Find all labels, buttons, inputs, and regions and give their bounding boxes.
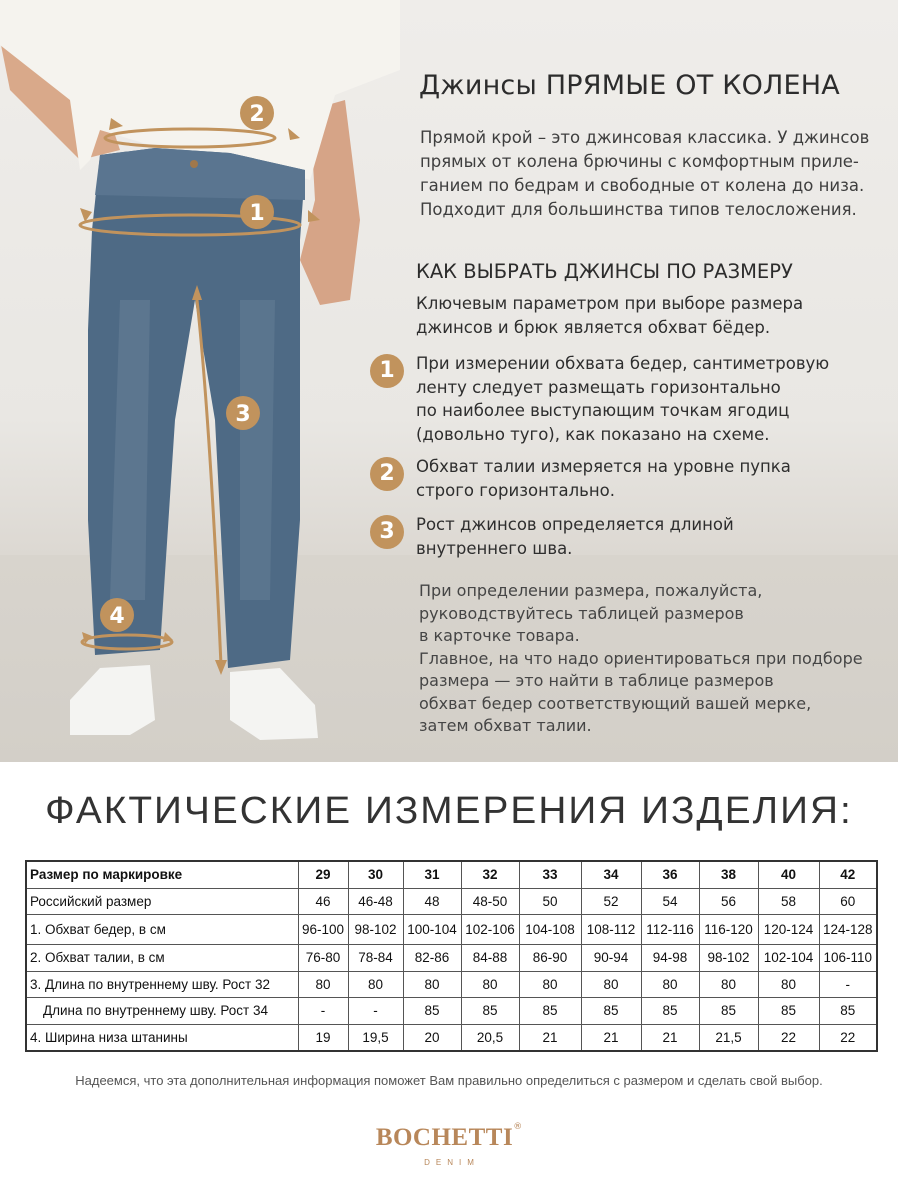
table-cell: 80: [581, 971, 641, 998]
size-table: [25, 860, 878, 1052]
table-cell: 86-90: [519, 945, 581, 972]
svg-text:1: 1: [249, 201, 265, 226]
table-cell: 80: [461, 971, 519, 998]
header-cell: 30: [348, 861, 403, 888]
table-cell: 60: [819, 888, 877, 915]
header-cell: 42: [819, 861, 877, 888]
header-cell: Размер по маркировке: [26, 861, 298, 888]
how-to-choose-lead: [416, 292, 886, 339]
note-line: размера — это найти в таблице размеров: [419, 671, 774, 690]
table-cell: -: [348, 998, 403, 1025]
svg-text:2: 2: [249, 102, 265, 127]
step-line: (довольно туго), как показано на схеме.: [416, 424, 770, 444]
row-label: Длина по внутреннему шву. Рост 34: [26, 998, 298, 1025]
table-cell: -: [819, 971, 877, 998]
table-cell: 85: [403, 998, 461, 1025]
step-number-badge: 2: [370, 457, 404, 491]
note-line: затем обхват талии.: [419, 716, 592, 735]
table-cell: 21: [519, 1024, 581, 1051]
note-line: обхват бедер соответствующий вашей мерке,: [419, 693, 812, 713]
table-cell: 80: [298, 971, 348, 998]
step-line: Обхват талии измеряется на уровне пупка: [416, 457, 791, 476]
header-cell: 32: [461, 861, 519, 888]
table-cell: 19,5: [348, 1024, 403, 1051]
header-cell: 31: [403, 861, 461, 888]
header-cell: 34: [581, 861, 641, 888]
note-line: При определении размера, пожалуйста,: [419, 581, 763, 600]
table-cell: 85: [819, 998, 877, 1025]
size-selection-note: [419, 580, 889, 738]
table-cell: 21: [581, 1024, 641, 1051]
table-cell: 96-100: [298, 915, 348, 945]
table-cell: 85: [461, 998, 519, 1025]
table-cell: 124-128: [819, 915, 877, 945]
table-row: [26, 971, 877, 998]
table-cell: 20: [403, 1024, 461, 1051]
table-cell: 56: [699, 888, 758, 915]
header-cell: 40: [758, 861, 819, 888]
table-cell: 85: [699, 998, 758, 1025]
product-description: [420, 126, 890, 222]
table-cell: 85: [581, 998, 641, 1025]
table-cell: 85: [519, 998, 581, 1025]
table-cell: 80: [699, 971, 758, 998]
table-cell: 80: [348, 971, 403, 998]
table-cell: 98-102: [699, 945, 758, 972]
header-cell: 36: [641, 861, 699, 888]
table-cell: 82-86: [403, 945, 461, 972]
table-cell: 108-112: [581, 915, 641, 945]
row-label: 3. Длина по внутреннему шву. Рост 32: [26, 971, 298, 998]
table-cell: 46: [298, 888, 348, 915]
table-cell: 48: [403, 888, 461, 915]
table-cell: 76-80: [298, 945, 348, 972]
step-line: по наиболее выступающим точкам ягодиц: [416, 401, 790, 420]
table-cell: 80: [519, 971, 581, 998]
step-line: Рост джинсов определяется длиной: [416, 515, 734, 534]
table-cell: 22: [758, 1024, 819, 1051]
table-row: [26, 915, 877, 945]
closing-note: Надеемся, что эта дополнительная информация поможет Вам правильно определиться с размером и сделать свой выбор.: [75, 1073, 823, 1088]
table-cell: 48-50: [461, 888, 519, 915]
table-cell: 78-84: [348, 945, 403, 972]
description-line: ганием по бедрам и свободные от колена до низа.: [420, 176, 865, 195]
table-cell: 80: [641, 971, 699, 998]
row-label: Российский размер: [26, 888, 298, 915]
table-cell: 21,5: [699, 1024, 758, 1051]
table-cell: 104-108: [519, 915, 581, 945]
step-line: строго горизонтально.: [416, 480, 615, 500]
table-cell: 54: [641, 888, 699, 915]
table-cell: 85: [758, 998, 819, 1025]
header-cell: 38: [699, 861, 758, 888]
product-title: Джинсы ПРЯМЫЕ ОТ КОЛЕНА: [419, 70, 840, 101]
note-line: руководствуйтесь таблицей размеров: [419, 603, 744, 623]
table-cell: 84-88: [461, 945, 519, 972]
table-cell: 120-124: [758, 915, 819, 945]
table-cell: 80: [758, 971, 819, 998]
model-photo: [0, 0, 400, 762]
table-cell: 52: [581, 888, 641, 915]
table-cell: 102-106: [461, 915, 519, 945]
lead-line: Ключевым параметром при выборе размера: [416, 294, 804, 313]
table-cell: 80: [403, 971, 461, 998]
how-to-choose-title: КАК ВЫБРАТЬ ДЖИНСЫ ПО РАЗМЕРУ: [416, 260, 793, 283]
table-cell: 100-104: [403, 915, 461, 945]
table-cell: 85: [641, 998, 699, 1025]
header-cell: 29: [298, 861, 348, 888]
table-cell: 46-48: [348, 888, 403, 915]
brand-subtitle: DENIM: [424, 1158, 480, 1167]
note-line: в карточке товара.: [419, 626, 580, 645]
table-cell: 98-102: [348, 915, 403, 945]
row-label: 1. Обхват бедер, в см: [26, 915, 298, 945]
table-cell: 112-116: [641, 915, 699, 945]
table-cell: 21: [641, 1024, 699, 1051]
brand-name: BOCHETTI: [375, 1124, 514, 1151]
table-cell: 20,5: [461, 1024, 519, 1051]
step-number-badge: 3: [370, 515, 404, 549]
step-text: [416, 455, 886, 502]
step-text: [416, 352, 886, 446]
step-line: ленту следует размещать горизонтально: [416, 377, 781, 397]
actual-measurements-title: ФАКТИЧЕСКИЕ ИЗМЕРЕНИЯ ИЗДЕЛИЯ:: [45, 790, 853, 832]
row-label: 2. Обхват талии, в см: [26, 945, 298, 972]
table-cell: 58: [758, 888, 819, 915]
step-line: При измерении обхвата бедер, сантиметровую: [416, 354, 830, 373]
step-number-badge: 1: [370, 354, 404, 388]
table-cell: 50: [519, 888, 581, 915]
description-line: Подходит для большинства типов телосложения.: [420, 200, 857, 219]
step-line: внутреннего шва.: [416, 538, 573, 558]
table-cell: 106-110: [819, 945, 877, 972]
row-label: 4. Ширина низа штанины: [26, 1024, 298, 1051]
svg-text:4: 4: [109, 604, 125, 629]
table-row: [26, 1024, 877, 1051]
lead-line: джинсов и брюк является обхват бёдер.: [416, 317, 771, 337]
step-text: [416, 513, 886, 560]
table-cell: 94-98: [641, 945, 699, 972]
table-cell: -: [298, 998, 348, 1025]
svg-text:3: 3: [235, 402, 251, 427]
table-cell: 22: [819, 1024, 877, 1051]
header-cell: 33: [519, 861, 581, 888]
table-row: [26, 888, 877, 915]
table-cell: 102-104: [758, 945, 819, 972]
table-cell: 90-94: [581, 945, 641, 972]
note-line: Главное, на что надо ориентироваться при подборе: [419, 648, 863, 668]
description-line: прямых от колена брючины с комфортным приле-: [420, 152, 859, 171]
table-row: [26, 998, 877, 1025]
table-row: [26, 945, 877, 972]
table-cell: 19: [298, 1024, 348, 1051]
registered-mark: ®: [513, 1122, 523, 1132]
table-cell: 116-120: [699, 915, 758, 945]
description-line: Прямой крой – это джинсовая классика. У джинсов: [420, 128, 870, 147]
table-header-row: [26, 861, 877, 888]
brand-logo: [0, 1124, 898, 1167]
